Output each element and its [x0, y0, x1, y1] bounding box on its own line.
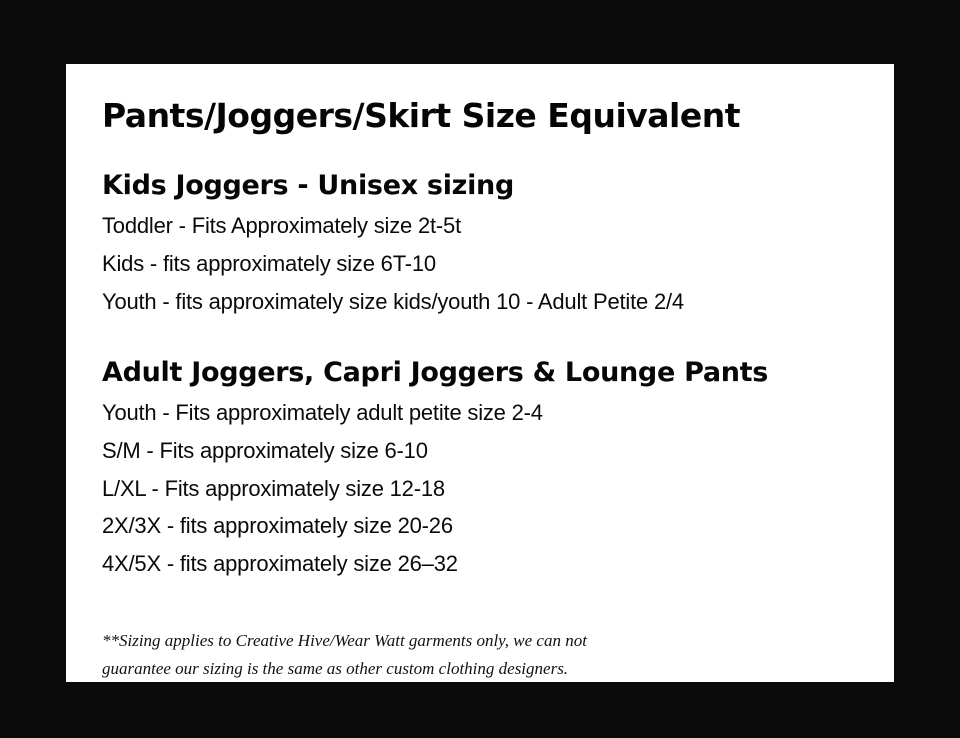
section-adult-joggers	[102, 357, 858, 583]
page-title: Pants/Joggers/Skirt Size Equivalent	[102, 96, 741, 135]
size-line: 2X/3X - fits approximately size 20-26	[102, 513, 453, 539]
section-heading-adult-joggers: Adult Joggers, Capri Joggers & Lounge Pants	[102, 356, 769, 388]
size-line: 4X/5X - fits approximately size 26–32	[102, 551, 458, 577]
size-chart-card	[66, 64, 894, 682]
size-line: Toddler - Fits Approximately size 2t-5t	[102, 213, 462, 239]
disclaimer-note	[102, 627, 762, 683]
size-line: Youth - Fits approximately adult petite size 2-4	[102, 399, 543, 425]
size-line: S/M - Fits approximately size 6-10	[102, 437, 428, 463]
disclaimer-line-1: **Sizing applies to Creative Hive/Wear Watt garments only, we can not	[102, 631, 587, 651]
section-heading-kids-joggers: Kids Joggers - Unisex sizing	[102, 170, 514, 202]
section-kids-joggers	[102, 170, 858, 321]
size-line: Youth - fits approximately size kids/youth 10 - Adult Petite 2/4	[102, 289, 684, 314]
disclaimer-line-2: guarantee our sizing is the same as other custom clothing designers.	[102, 659, 569, 679]
size-line: Kids - fits approximately size 6T-10	[102, 251, 436, 277]
size-line: L/XL - Fits approximately size 12-18	[102, 475, 445, 501]
